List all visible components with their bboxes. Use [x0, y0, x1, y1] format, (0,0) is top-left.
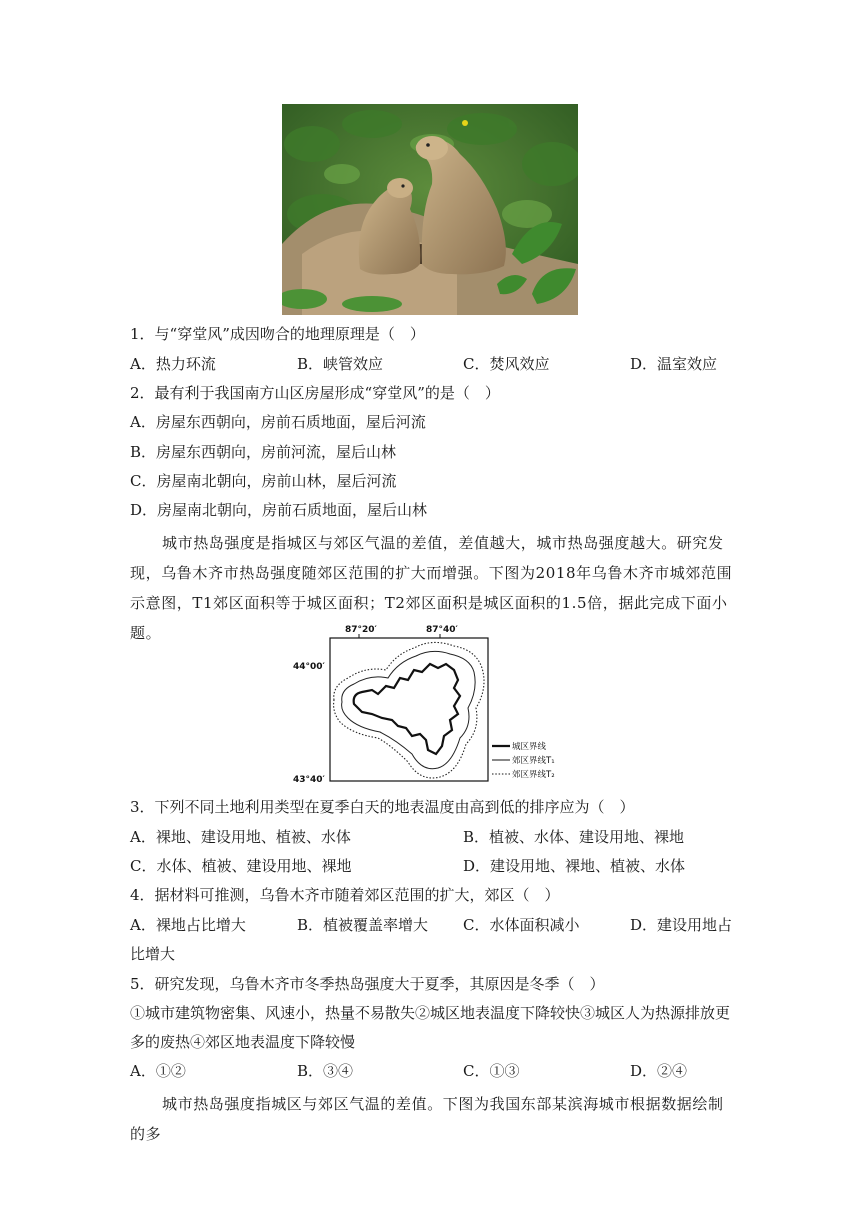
- question-3-option-d: D．建设用地、裸地、植被、水体: [463, 857, 686, 875]
- question-4-option-a: A．裸地占比增大: [130, 916, 246, 934]
- question-4-stem: 4．据材料可推测，乌鲁木齐市随着郊区范围的扩大，郊区（ ）: [130, 886, 560, 904]
- legend-city-boundary: 城区界线: [512, 742, 547, 752]
- question-4-option-c: C．水体面积减小: [463, 916, 580, 934]
- question-5-option-c: C．①③: [463, 1062, 520, 1080]
- question-5-statements-line2: 多的废热④郊区地表温度下降较慢: [130, 1033, 356, 1051]
- lat-label-1: 44°00′: [293, 662, 325, 672]
- urumqi-map: [282, 622, 582, 784]
- lon-label-2: 87°40′: [426, 625, 458, 635]
- question-1-option-c: C．焚风效应: [463, 355, 550, 373]
- passage-urban-heat-island: 城市热岛强度是指城区与郊区气温的差值，差值越大，城市热岛强度越大。研究发现，乌鲁木齐市热岛强度随郊区范围的扩大而增强。下图为2018年乌鲁木齐市城郊范围示意图，T1郊区面积等于城区面积；T2郊区面积是城区面积的1.5倍，据此完成下面小题。: [130, 534, 733, 642]
- prairie-dogs-photo: [282, 104, 578, 315]
- question-3-option-a: A．裸地、建设用地、植被、水体: [130, 828, 351, 846]
- question-2-option-b: B．房屋东西朝向，房前河流，屋后山林: [130, 443, 397, 461]
- question-5-stem: 5．研究发现，乌鲁木齐市冬季热岛强度大于夏季，其原因是冬季（ ）: [130, 975, 605, 993]
- question-1-option-b: B．峡管效应: [297, 355, 384, 373]
- question-4-option-d-wrap: 比增大: [130, 945, 176, 963]
- urumqi-map-figure: [282, 622, 582, 784]
- photo-illustration: [282, 104, 578, 315]
- question-5-option-b: B．③④: [297, 1062, 354, 1080]
- question-4-option-b: B．植被覆盖率增大: [297, 916, 429, 934]
- question-3-stem: 3．下列不同土地利用类型在夏季白天的地表温度由高到低的排序应为（ ）: [130, 798, 635, 816]
- lon-label-1: 87°20′: [345, 625, 377, 635]
- legend-suburb-t1: 郊区界线T₁: [512, 756, 555, 766]
- question-1-stem: 1．与“穿堂风”成因吻合的地理原理是（ ）: [130, 325, 425, 343]
- question-1-option-a: A．热力环流: [130, 355, 216, 373]
- question-2-stem: 2．最有利于我国南方山区房屋形成“穿堂风”的是（ ）: [130, 384, 500, 402]
- question-2-option-a: A．房屋东西朝向，房前石质地面，屋后河流: [130, 413, 426, 431]
- question-5-option-a: A．①②: [130, 1062, 186, 1080]
- question-3-option-c: C．水体、植被、建设用地、裸地: [130, 857, 352, 875]
- lat-label-2: 43°40′: [293, 775, 325, 784]
- question-5-option-d: D．②④: [630, 1062, 688, 1080]
- question-2-option-d: D．房屋南北朝向，房前石质地面，屋后山林: [130, 501, 428, 519]
- question-3-option-b: B．植被、水体、建设用地、裸地: [463, 828, 685, 846]
- question-1-option-d: D．温室效应: [630, 355, 718, 373]
- question-5-statements-line1: ①城市建筑物密集、风速小，热量不易散失②城区地表温度下降较快③城区人为热源排放更: [130, 1004, 731, 1022]
- legend-suburb-t2: 郊区界线T₂: [512, 770, 555, 780]
- passage-coastal-city: 城市热岛强度指城区与郊区气温的差值。下图为我国东部某滨海城市根据数据绘制的多: [130, 1095, 724, 1143]
- question-4-option-d: D．建设用地占: [630, 916, 733, 934]
- question-2-option-c: C．房屋南北朝向，房前山林，屋后河流: [130, 472, 397, 490]
